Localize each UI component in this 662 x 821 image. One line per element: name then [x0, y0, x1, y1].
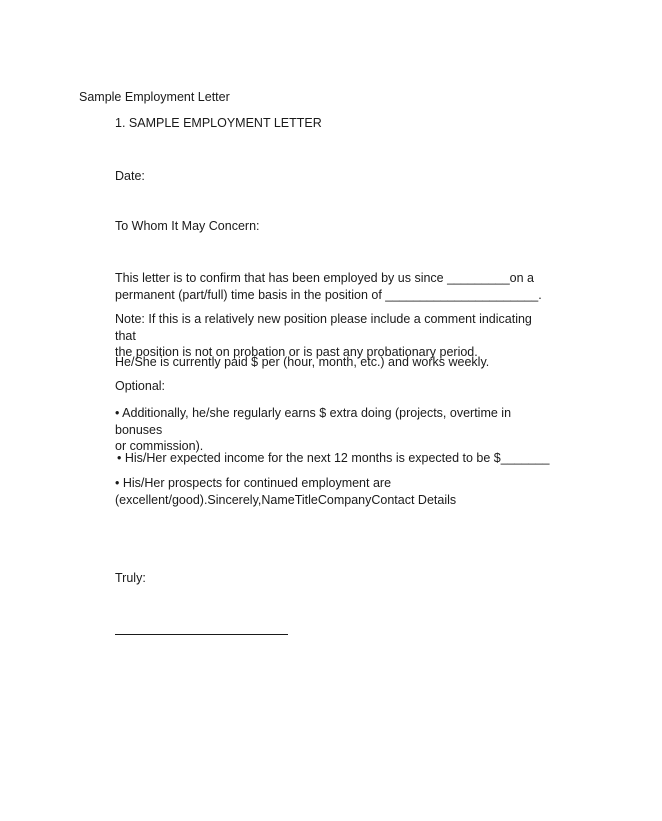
letter-heading: 1. SAMPLE EMPLOYMENT LETTER: [115, 116, 322, 130]
bullet-extra-line-1: • Additionally, he/she regularly earns $ extra doing (projects, overtime in bonuses: [115, 406, 512, 437]
salutation: To Whom It May Concern:: [115, 219, 260, 233]
confirmation-line-1: This letter is to confirm that has been employed by us since _________on a: [115, 271, 535, 285]
confirmation-paragraph: [115, 270, 555, 303]
bullet-extra-line-2: or commission).: [115, 439, 204, 453]
optional-label: Optional:: [115, 379, 166, 393]
bullet-prospects-line-2: (excellent/good).Sincerely,NameTitleCompanyContact Details: [115, 492, 457, 507]
closing-truly: Truly:: [115, 571, 146, 585]
bullet-prospects: [115, 475, 555, 508]
confirmation-line-2: permanent (part/full) time basis in the position of ______________________.: [115, 287, 542, 302]
signature-line: [115, 634, 288, 635]
bullet-extra-earnings: [115, 405, 555, 455]
note-line-1: Note: If this is a relatively new position please include a comment indicating that: [115, 312, 532, 343]
pay-statement: He/She is currently paid $ per (hour, month, etc.) and works weekly.: [115, 355, 490, 369]
bullet-expected-income: • His/Her expected income for the next 12 months is expected to be $_______: [117, 451, 550, 465]
date-label: Date:: [115, 169, 145, 183]
note-line-2: the position is not on probation or is past any probationary period.: [115, 345, 478, 359]
bullet-prospects-line-1: • His/Her prospects for continued employment are: [115, 476, 392, 490]
document-header-title: Sample Employment Letter: [79, 90, 230, 104]
